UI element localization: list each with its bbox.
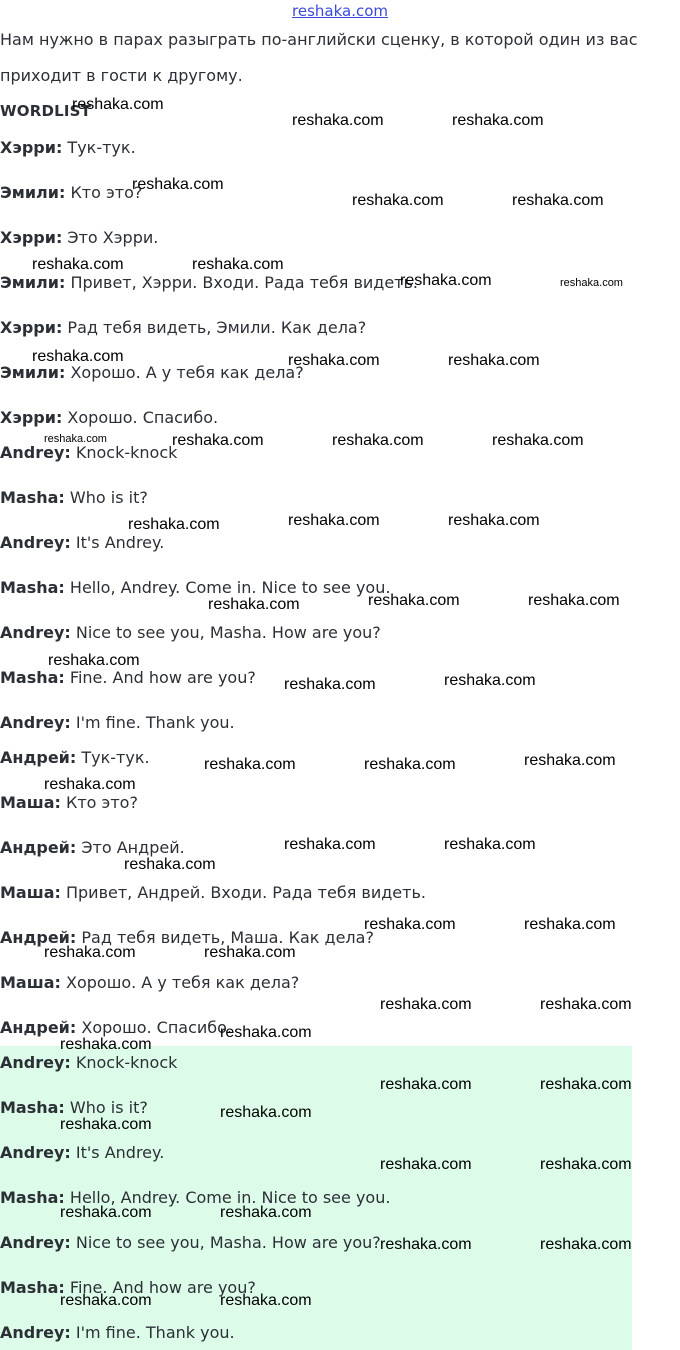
dialogue-line: Андрей: Рад тебя видеть, Маша. Как дела? [0,928,374,947]
watermark: reshaka.com [368,592,460,609]
watermark: reshaka.com [380,996,472,1013]
watermark: reshaka.com [288,512,380,529]
watermark: reshaka.com [220,1204,312,1221]
intro-line-1: Нам нужно в парах разыграть по-английски сценку, в которой один из вас [0,30,638,49]
wordlist-heading: WORDLIST [0,102,92,120]
watermark: reshaka.com [60,1116,152,1133]
watermark: reshaka.com [380,1156,472,1173]
watermark: reshaka.com [60,1204,152,1221]
dialogue-line: Андрей: Тук-тук. [0,748,150,767]
watermark: reshaka.com [448,352,540,369]
watermark: reshaka.com [524,752,616,769]
watermark: reshaka.com [540,1156,632,1173]
site-link[interactable]: reshaka.com [292,2,388,20]
watermark: reshaka.com [288,352,380,369]
dialogue-line: Маша: Кто это? [0,793,138,812]
dialogue-line: Андрей: Хорошо. Спасибо. [0,1018,233,1037]
watermark: reshaka.com [208,596,300,613]
watermark: reshaka.com [124,856,216,873]
watermark: reshaka.com [512,192,604,209]
watermark: reshaka.com [452,112,544,129]
watermark: reshaka.com [352,192,444,209]
watermark: reshaka.com [284,676,376,693]
watermark: reshaka.com [220,1104,312,1121]
dialogue-line: Masha: Fine. And how are you? [0,1278,256,1297]
watermark: reshaka.com [380,1076,472,1093]
watermark: reshaka.com [492,432,584,449]
dialogue-line: Хэрри: Тук-тук. [0,138,136,157]
watermark: reshaka.com [204,944,296,961]
dialogue-line: Andrey: Nice to see you, Masha. How are you? [0,623,381,642]
dialogue-line: Маша: Хорошо. А у тебя как дела? [0,973,300,992]
dialogue-line: Andrey: Knock-knock [0,1053,178,1072]
watermark: reshaka.com [444,672,536,689]
watermark: reshaka.com [128,516,220,533]
watermark: reshaka.com [60,1036,152,1053]
dialogue-line: Andrey: Knock-knock [0,443,178,462]
dialogue-line: Эмили: Привет, Хэрри. Входи. Рада тебя видеть. [0,273,419,292]
watermark: reshaka.com [364,756,456,773]
watermark: reshaka.com [220,1024,312,1041]
dialogue-line: Andrey: Nice to see you, Masha. How are you? [0,1233,381,1252]
watermark: reshaka.com [292,112,384,129]
watermark: reshaka.com [400,272,492,289]
watermark: reshaka.com [32,348,124,365]
watermark: reshaka.com [44,944,136,961]
watermark: reshaka.com [524,916,616,933]
watermark: reshaka.com [72,96,164,113]
dialogue-line: Masha: Fine. And how are you? [0,668,256,687]
dialogue-line: Хэрри: Хорошо. Спасибо. [0,408,219,427]
dialogue-line: Andrey: I'm fine. Thank you. [0,1323,235,1342]
watermark: reshaka.com [284,836,376,853]
watermark: reshaka.com [132,176,224,193]
watermark: reshaka.com [44,433,107,445]
dialogue-line: Andrey: I'm fine. Thank you. [0,713,235,732]
watermark: reshaka.com [32,256,124,273]
dialogue-line: Эмили: Кто это? [0,183,143,202]
dialogue-line: Маша: Привет, Андрей. Входи. Рада тебя видеть. [0,883,426,902]
dialogue-line: Masha: Hello, Andrey. Come in. Nice to see you. [0,1188,391,1207]
dialogue-line: Masha: Hello, Andrey. Come in. Nice to see you. [0,578,391,597]
watermark: reshaka.com [220,1292,312,1309]
watermark: reshaka.com [204,756,296,773]
dialogue-line: Masha: Who is it? [0,488,148,507]
watermark: reshaka.com [172,432,264,449]
watermark: reshaka.com [48,652,140,669]
watermark: reshaka.com [192,256,284,273]
dialogue-line: Эмили: Хорошо. А у тебя как дела? [0,363,304,382]
dialogue-line: Masha: Who is it? [0,1098,148,1117]
watermark: reshaka.com [560,277,623,289]
dialogue-line: Андрей: Это Андрей. [0,838,185,857]
watermark: reshaka.com [364,916,456,933]
watermark: reshaka.com [540,1076,632,1093]
watermark: reshaka.com [528,592,620,609]
dialogue-line: Andrey: It's Andrey. [0,1143,165,1162]
watermark: reshaka.com [448,512,540,529]
watermark: reshaka.com [44,776,136,793]
watermark: reshaka.com [540,1236,632,1253]
watermark: reshaka.com [380,1236,472,1253]
watermark: reshaka.com [444,836,536,853]
watermark: reshaka.com [60,1292,152,1309]
dialogue-line: Хэрри: Это Хэрри. [0,228,159,247]
dialogue-line: Andrey: It's Andrey. [0,533,165,552]
watermark: reshaka.com [332,432,424,449]
intro-line-2: приходит в гости к другому. [0,66,243,85]
watermark: reshaka.com [540,996,632,1013]
dialogue-line: Хэрри: Рад тебя видеть, Эмили. Как дела? [0,318,367,337]
